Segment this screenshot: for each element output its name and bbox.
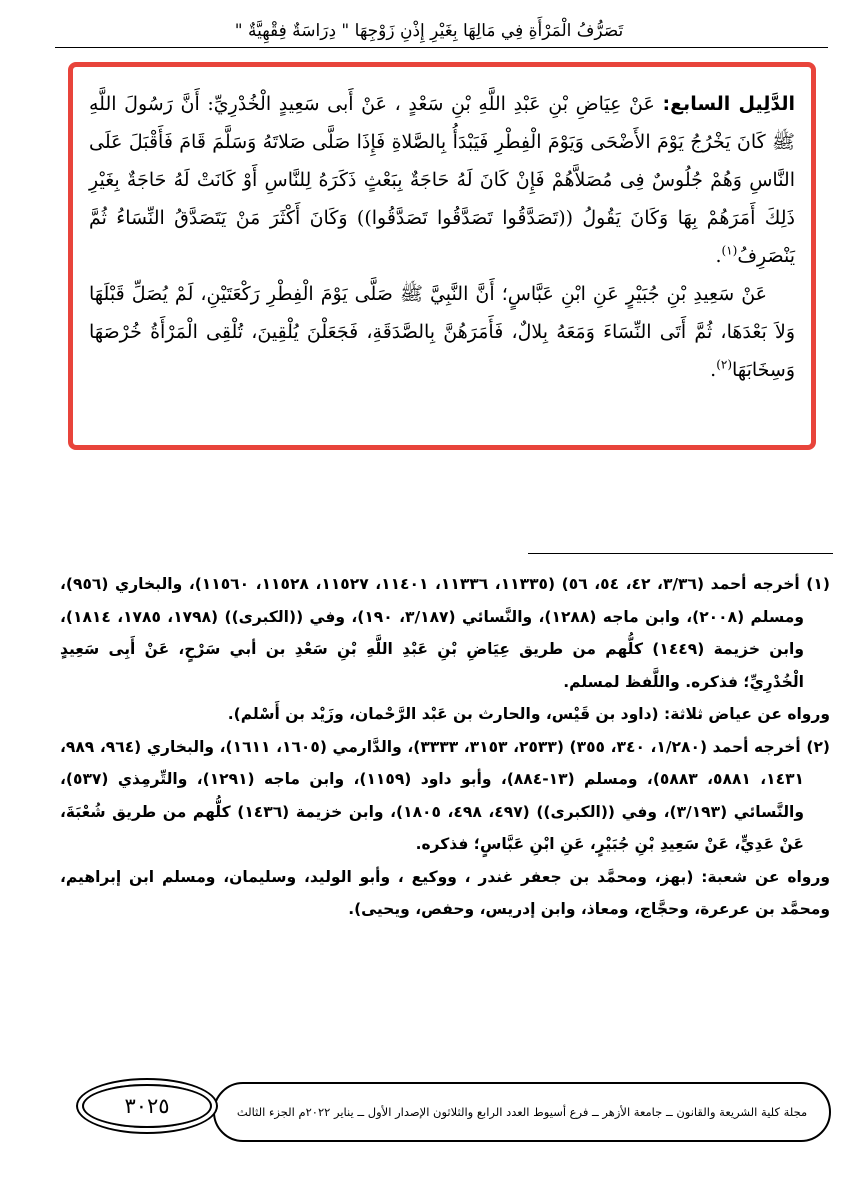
header-divider: [55, 47, 828, 48]
evidence-text-2-end: .: [710, 359, 717, 381]
footnotes-section: [60, 568, 830, 926]
evidence-paragraph-1: الدَّلِيل السابع: عَنْ عِيَاضِ بْنِ عَبْدِ اللَّهِ بْنِ سَعْدٍ ، عَنْ أَبى سَعِيدٍ الْخُدْرِيِّ: أَنَّ رَسُولَ اللَّهِ ﷺ كَانَ يَخْرُجُ يَوْمَ الأَضْحَى وَيَوْمَ الْفِطْرِ فَيَبْدَأُ بِالصَّلاةِ فَإِذَا صَلَّى صَلاتَهُ وَسَلَّمَ قَامَ فَأَقْبَلَ عَلَى النَّاسِ وَهُمْ جُلُوسٌ فِى مُصَلاَّهُمْ فَإِنْ كَانَ لَهُ حَاجَةٌ بِبَعْثٍ ذَكَرَهُ لِلنَّاسِ أَوْ كَانَتْ لَهُ حَاجَةٌ بِغَيْرِ ذَلِكَ أَمَرَهُمْ بِهَا وَكَانَ يَقُولُ ((تَصَدَّقُوا تَصَدَّقُوا تَصَدَّقُوا)) وَكَانَ أَكْثَرَ مَنْ يَتَصَدَّقُ النِّسَاءُ ثُمَّ يَنْصَرِفُ$^{(١)}$.: [89, 93, 795, 267]
running-header-title: تَصَرُّفُ الْمَرْأَةِ فِي مَالِهَا بِغَيْرِ إِذْنِ زَوْجِهَا " دِرَاسَةٌ فِقْهِيَّةٌ ": [234, 21, 624, 41]
evidence-label: الدَّلِيل السابع:: [662, 93, 795, 115]
page-number-badge: [82, 1084, 212, 1128]
journal-info: مجلة كلية الشريعة والقانون ــ جامعة الأزهر ــ فرع أسيوط العدد الرابع والثلاثون الإصدار الأول ــ يناير ٢٠٢٢م الجزء الثالث: [236, 1105, 808, 1119]
highlighted-evidence-box: [68, 62, 816, 450]
footnote-1: (١) أخرجه أحمد (٣/٣٦، ٤٢، ٥٤، ٥٦) (١١٣٣٥، ١١٣٣٦، ١١٤٠١، ١١٥٢٧، ١١٥٢٨، ١١٥٦٠)، والبخاري (٩٥٦)، ومسلم (٢٠٠٨)، وابن ماجه (١٢٨٨)، والنَّسائي (٣/١٨٧، ١٩٠)، وفي ((الكبرى)) (١٧٩٨، ١٧٨٥، ١٨١٤)، وابن خزيمة (١٤٤٩) كلُّهم من طريق عِيَاضِ بْنِ عَبْدِ اللَّهِ بْنِ سَعْدِ بن أبي سَرْحٍ، عَنْ أَبِى سَعِيدٍ الْخُدْرِيِّ؛ فذكره. واللَّفظ لمسلم.: [60, 575, 830, 691]
evidence-text-1: عَنْ عِيَاضِ بْنِ عَبْدِ اللَّهِ بْنِ سَعْدٍ ، عَنْ أَبى سَعِيدٍ الْخُدْرِيِّ: أَنَّ رَسُولَ اللَّهِ ﷺ كَانَ يَخْرُجُ يَوْمَ الأَضْحَى وَيَوْمَ الْفِطْرِ فَيَبْدَأُ بِالصَّلاةِ فَإِذَا صَلَّى صَلاتَهُ وَسَلَّمَ قَامَ فَأَقْبَلَ عَلَى النَّاسِ وَهُمْ جُلُوسٌ فِى مُصَلاَّهُمْ فَإِنْ كَانَ لَهُ حَاجَةٌ بِبَعْثٍ ذَكَرَهُ لِلنَّاسِ أَوْ كَانَتْ لَهُ حَاجَةٌ بِغَيْرِ ذَلِكَ أَمَرَهُمْ بِهَا وَكَانَ يَقُولُ ((تَصَدَّقُوا تَصَدَّقُوا تَصَدَّقُوا)) وَكَانَ أَكْثَرَ مَنْ يَتَصَدَّقُ النِّسَاءُ ثُمَّ يَنْصَرِفُ: [89, 93, 795, 267]
footnote-ref-1[interactable]: (١): [721, 243, 738, 258]
footnote-separator: [528, 553, 833, 554]
page-number: ٣٠٢٥: [124, 1094, 170, 1118]
journal-footer: [213, 1082, 831, 1142]
evidence-paragraph-2: [89, 275, 795, 389]
footnote-1-narrators: ورواه عن عياض ثلاثة: (داود بن قَيْس، والحارث بن عَبْد الرَّحْمان، وزَيْد بن أَسْلم).: [227, 705, 830, 723]
evidence-text-2: عَنْ سَعِيدِ بْنِ جُبَيْرٍ عَنِ ابْنِ عَبَّاسٍ؛ أَنَّ النَّبِيَّ ﷺ صَلَّى يَوْمَ الْفِطْرِ رَكْعَتَيْنِ، لَمْ يُصَلِّ قَبْلَهَا وَلاَ بَعْدَهَا، ثُمَّ أَتَى النِّسَاءَ وَمَعَهُ بِلالٌ، فَأَمَرَهُنَّ بِالصَّدَقَةِ، فَجَعَلْنَ يُلْقِينَ، تُلْقِى الْمَرْأَةُ خُرْصَهَا وَسِخَابَهَا: [89, 283, 795, 381]
footnote-2: (٢) أخرجه أحمد (١/٢٨٠، ٣٤٠، ٣٥٥) (٢٥٣٣، ٣١٥٣، ٣٣٣٣)، والدَّارمي (١٦٠٥، ١٦١١)، والبخاري (٩٦٤، ٩٨٩، ١٤٣١، ٥٨٨١، ٥٨٨٣)، ومسلم (١٣-٨٨٤)، وأبو داود (١١٥٩)، وابن ماجه (١٢٩١)، والتِّرمِذي (٥٣٧)، والنَّسائي (٣/١٩٣)، وفي ((الكبرى)) (٤٩٧، ٤٩٨، ١٨٠٥)، وابن خزيمة (١٤٣٦) كلُّهم من طريق شُعْبَةَ، عَنْ عَدِيٍّ، عَنْ سَعِيدِ بْنِ جُبَيْرٍ، عَنِ ابْنِ عَبَّاسٍ؛ فذكره.: [60, 737, 830, 853]
footnote-2-narrators: ورواه عن شعبة: (بهز، ومحمَّد بن جعفر غندر ، ووكيع ، وأبو الوليد، وسليمان، ومسلم ابن إبراهيم، ومحمَّد بن عرعرة، وحجَّاج، ومعاذ، وابن إدريس، وحفص، ويحيى).: [60, 867, 830, 918]
footnote-ref-2[interactable]: (٢): [716, 357, 733, 372]
